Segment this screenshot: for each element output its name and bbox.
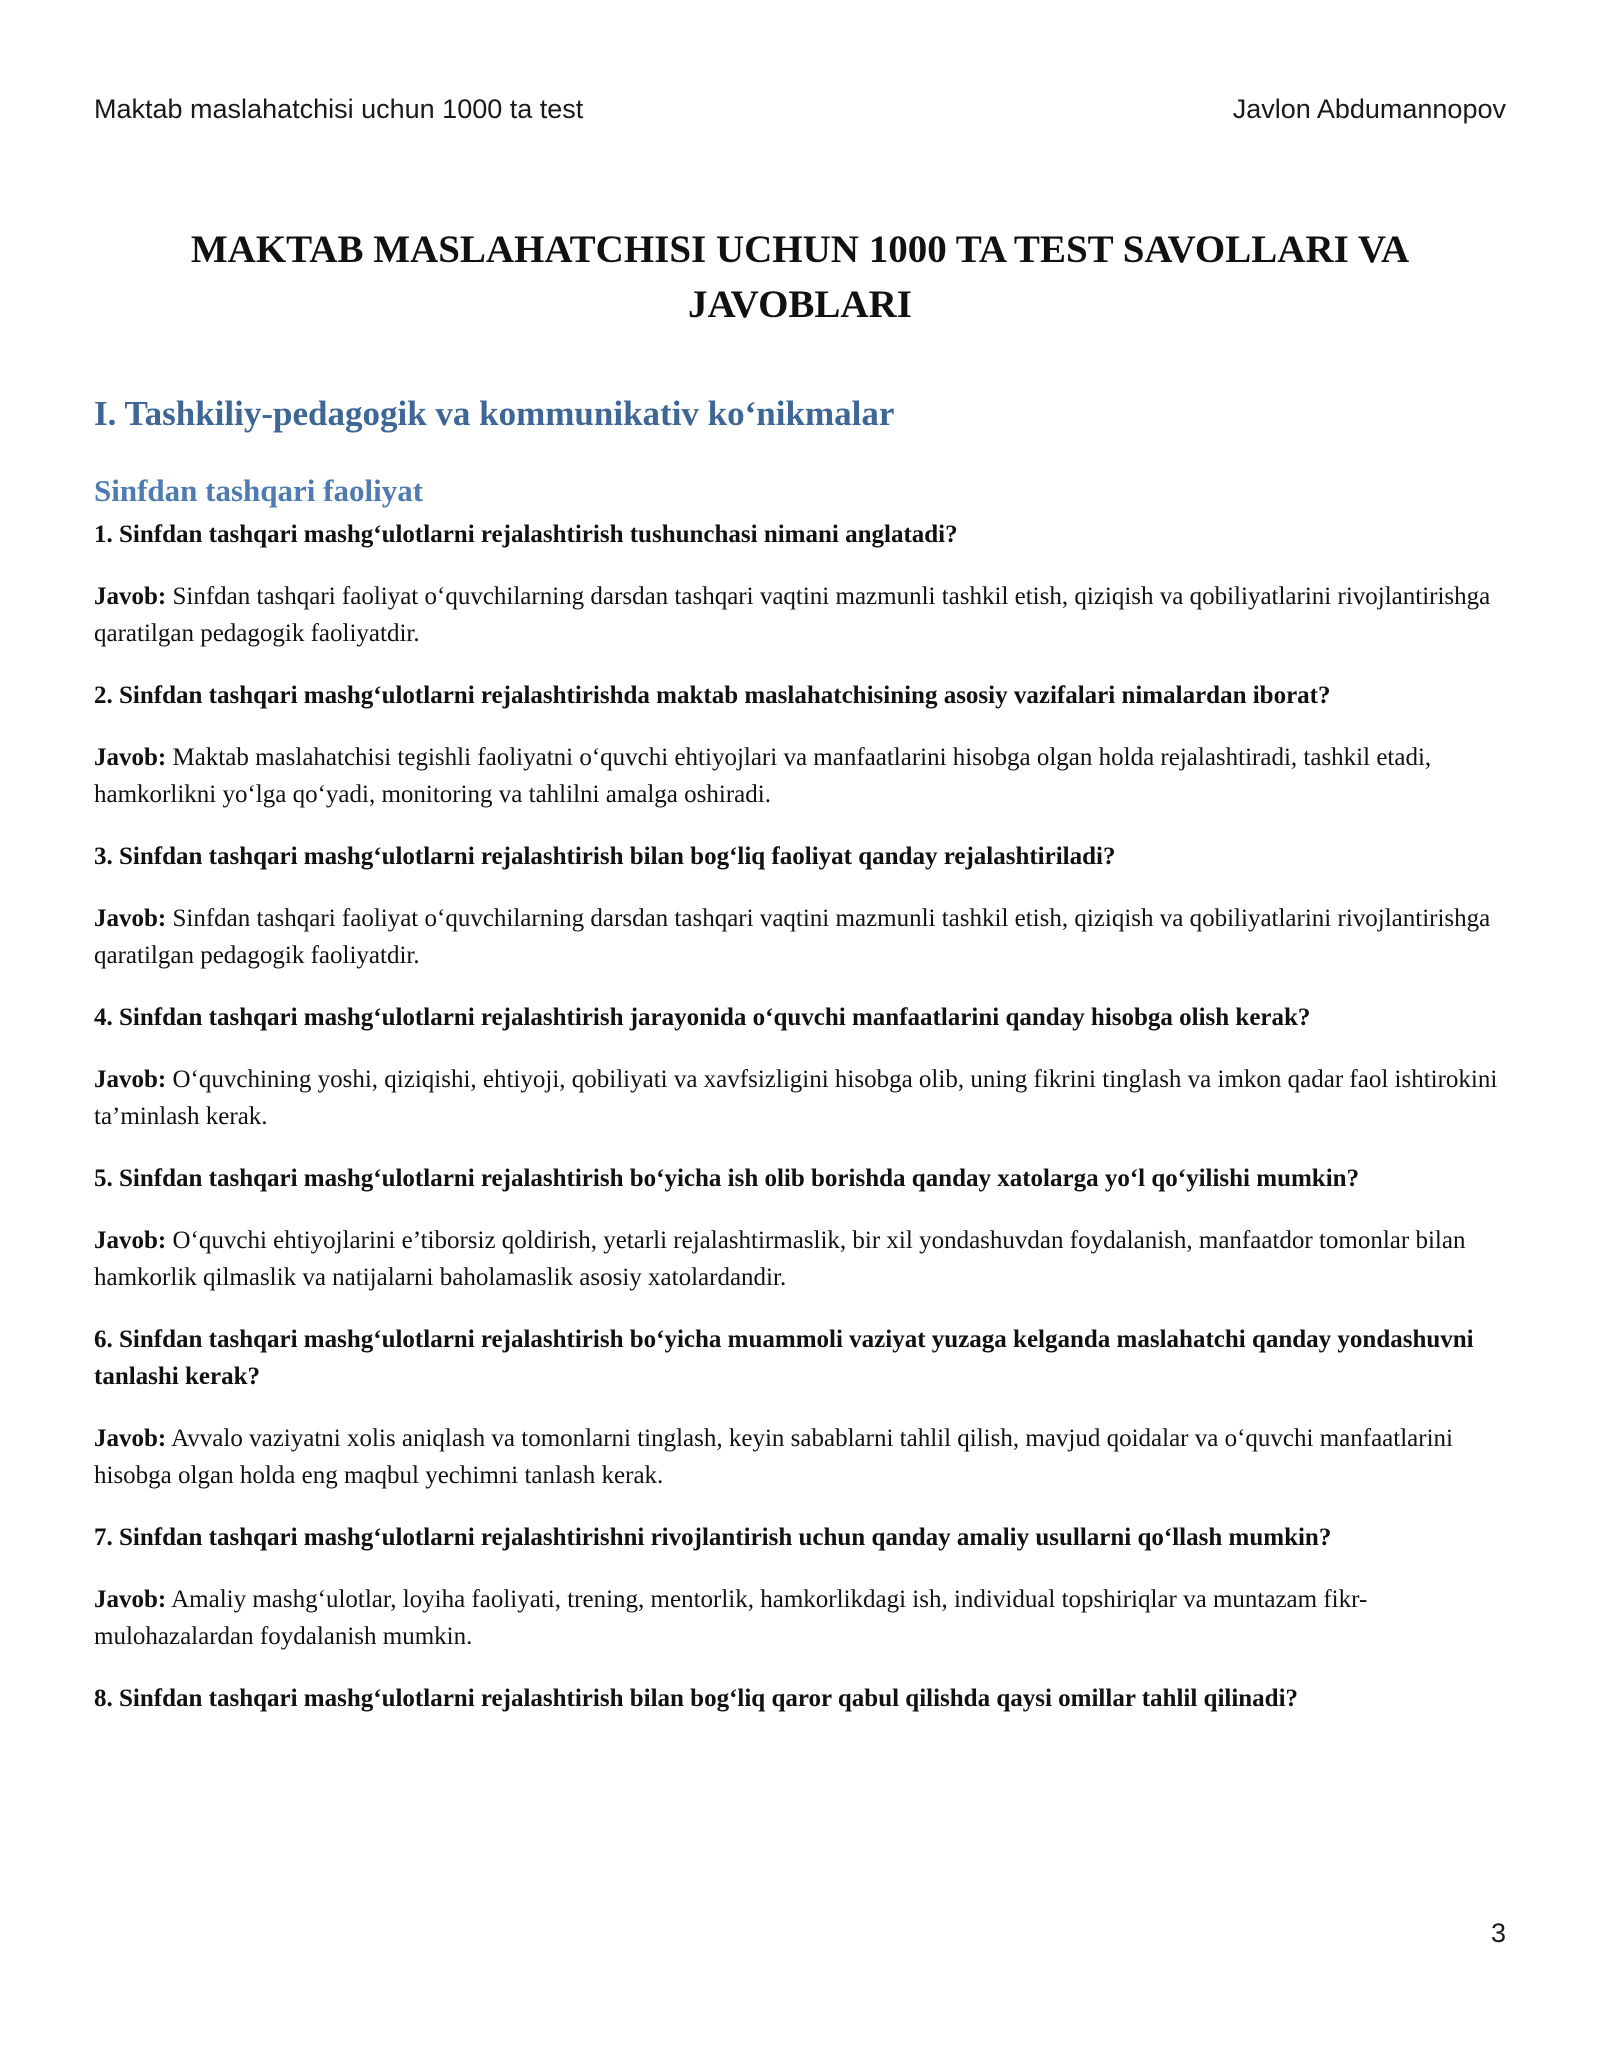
answer-paragraph — [94, 1061, 1506, 1135]
question-text: 7. Sinfdan tashqari mashg‘ulotlarni rejalashtirishni rivojlantirish uchun qanday amaliy usullarni qo‘llash mumkin? — [94, 1524, 1332, 1551]
answer-label: Javob: — [94, 744, 167, 771]
answer-label: Javob: — [94, 1425, 167, 1452]
question-text: 5. Sinfdan tashqari mashg‘ulotlarni rejalashtirish bo‘yicha ish olib borishda qanday xatolarga yo‘l qo‘yilishi mumkin? — [94, 1165, 1360, 1192]
qa-item — [94, 838, 1506, 974]
qa-item — [94, 677, 1506, 813]
question-text: 8. Sinfdan tashqari mashg‘ulotlarni rejalashtirish bilan bog‘liq qaror qabul qilishda qaysi omillar tahlil qilinadi? — [94, 1685, 1299, 1712]
answer-label: Javob: — [94, 1227, 167, 1254]
answer-label: Javob: — [94, 905, 167, 932]
answer-paragraph — [94, 1222, 1506, 1296]
running-header — [94, 94, 1506, 125]
page-number: 3 — [1490, 1918, 1506, 1948]
answer-text: O‘quvchi ehtiyojlarini e’tiborsiz qoldirish, yetarli rejalashtirmaslik, bir xil yondashuvdan foydalanish, manfaatdor tomonlar bilan hamkorlik qilmaslik va natijalarni baholamaslik asosiy xatolardandir. — [94, 1227, 1466, 1291]
qa-list — [94, 516, 1506, 1717]
answer-label: Javob: — [94, 1066, 167, 1093]
qa-item — [94, 1321, 1506, 1494]
answer-text: Maktab maslahatchisi tegishli faoliyatni o‘quvchi ehtiyojlari va manfaatlarini hisobga olgan holda rejalashtiradi, tashkil etadi, hamkorlikni yo‘lga qo‘yadi, monitoring va tahlilni amalga oshiradi. — [94, 744, 1432, 808]
subsection-heading: Sinfdan tashqari faoliyat — [94, 473, 424, 508]
answer-text: O‘quvchining yoshi, qiziqishi, ehtiyoji, qobiliyati va xavfsizligini hisobga olib, uning fikrini tinglash va imkon qadar faol ishtirokini ta’minlash kerak. — [94, 1066, 1498, 1130]
document-title: MAKTAB MASLAHATCHISI UCHUN 1000 TA TEST SAVOLLARI VA JAVOBLARI — [190, 228, 1410, 326]
qa-item — [94, 1160, 1506, 1296]
header-author: Javlon Abdumannopov — [1232, 94, 1506, 124]
section-heading: I. Tashkiliy-pedagogik va kommunikativ ko‘nikmalar — [94, 394, 895, 433]
main-content — [94, 392, 1506, 1742]
answer-paragraph — [94, 578, 1506, 652]
answer-paragraph — [94, 1581, 1506, 1655]
header-book-title: Maktab maslahatchisi uchun 1000 ta test — [94, 94, 584, 124]
answer-text: Sinfdan tashqari faoliyat o‘quvchilarning darsdan tashqari vaqtini mazmunli tashkil etish, qiziqish va qobiliyatlarini rivojlantirishga qaratilgan pedagogik faoliyatdir. — [94, 905, 1491, 969]
qa-item — [94, 1519, 1506, 1655]
answer-label: Javob: — [94, 1586, 167, 1613]
answer-paragraph — [94, 1420, 1506, 1494]
answer-paragraph — [94, 900, 1506, 974]
answer-text: Sinfdan tashqari faoliyat o‘quvchilarning darsdan tashqari vaqtini mazmunli tashkil etish, qiziqish va qobiliyatlarini rivojlantirishga qaratilgan pedagogik faoliyatdir. — [94, 583, 1491, 647]
qa-item — [94, 516, 1506, 652]
qa-item — [94, 999, 1506, 1135]
question-text: 3. Sinfdan tashqari mashg‘ulotlarni rejalashtirish bilan bog‘liq faoliyat qanday rejalashtiriladi? — [94, 843, 1116, 870]
answer-text: Amaliy mashg‘ulotlar, loyiha faoliyati, trening, mentorlik, hamkorlikdagi ish, individual topshiriqlar va muntazam fikr-mulohazalardan foydalanish mumkin. — [94, 1586, 1368, 1650]
question-text: 4. Sinfdan tashqari mashg‘ulotlarni rejalashtirish jarayonida o‘quvchi manfaatlarini qanday hisobga olish kerak? — [94, 1004, 1311, 1031]
answer-paragraph — [94, 739, 1506, 813]
question-text: 6. Sinfdan tashqari mashg‘ulotlarni rejalashtirish bo‘yicha muammoli vaziyat yuzaga kelganda maslahatchi qanday yondashuvni tanlashi kerak? — [94, 1326, 1474, 1390]
question-text: 2. Sinfdan tashqari mashg‘ulotlarni rejalashtirishda maktab maslahatchisining asosiy vazifalari nimalardan iborat? — [94, 682, 1331, 709]
answer-label: Javob: — [94, 583, 167, 610]
question-text: 1. Sinfdan tashqari mashg‘ulotlarni rejalashtirish tushunchasi nimani anglatadi? — [94, 521, 958, 548]
answer-text: Avvalo vaziyatni xolis aniqlash va tomonlarni tinglash, keyin sabablarni tahlil qilish, mavjud qoidalar va o‘quvchi manfaatlarini hisobga olgan holda eng maqbul yechimni tanlash kerak. — [94, 1425, 1453, 1489]
qa-item — [94, 1680, 1506, 1717]
